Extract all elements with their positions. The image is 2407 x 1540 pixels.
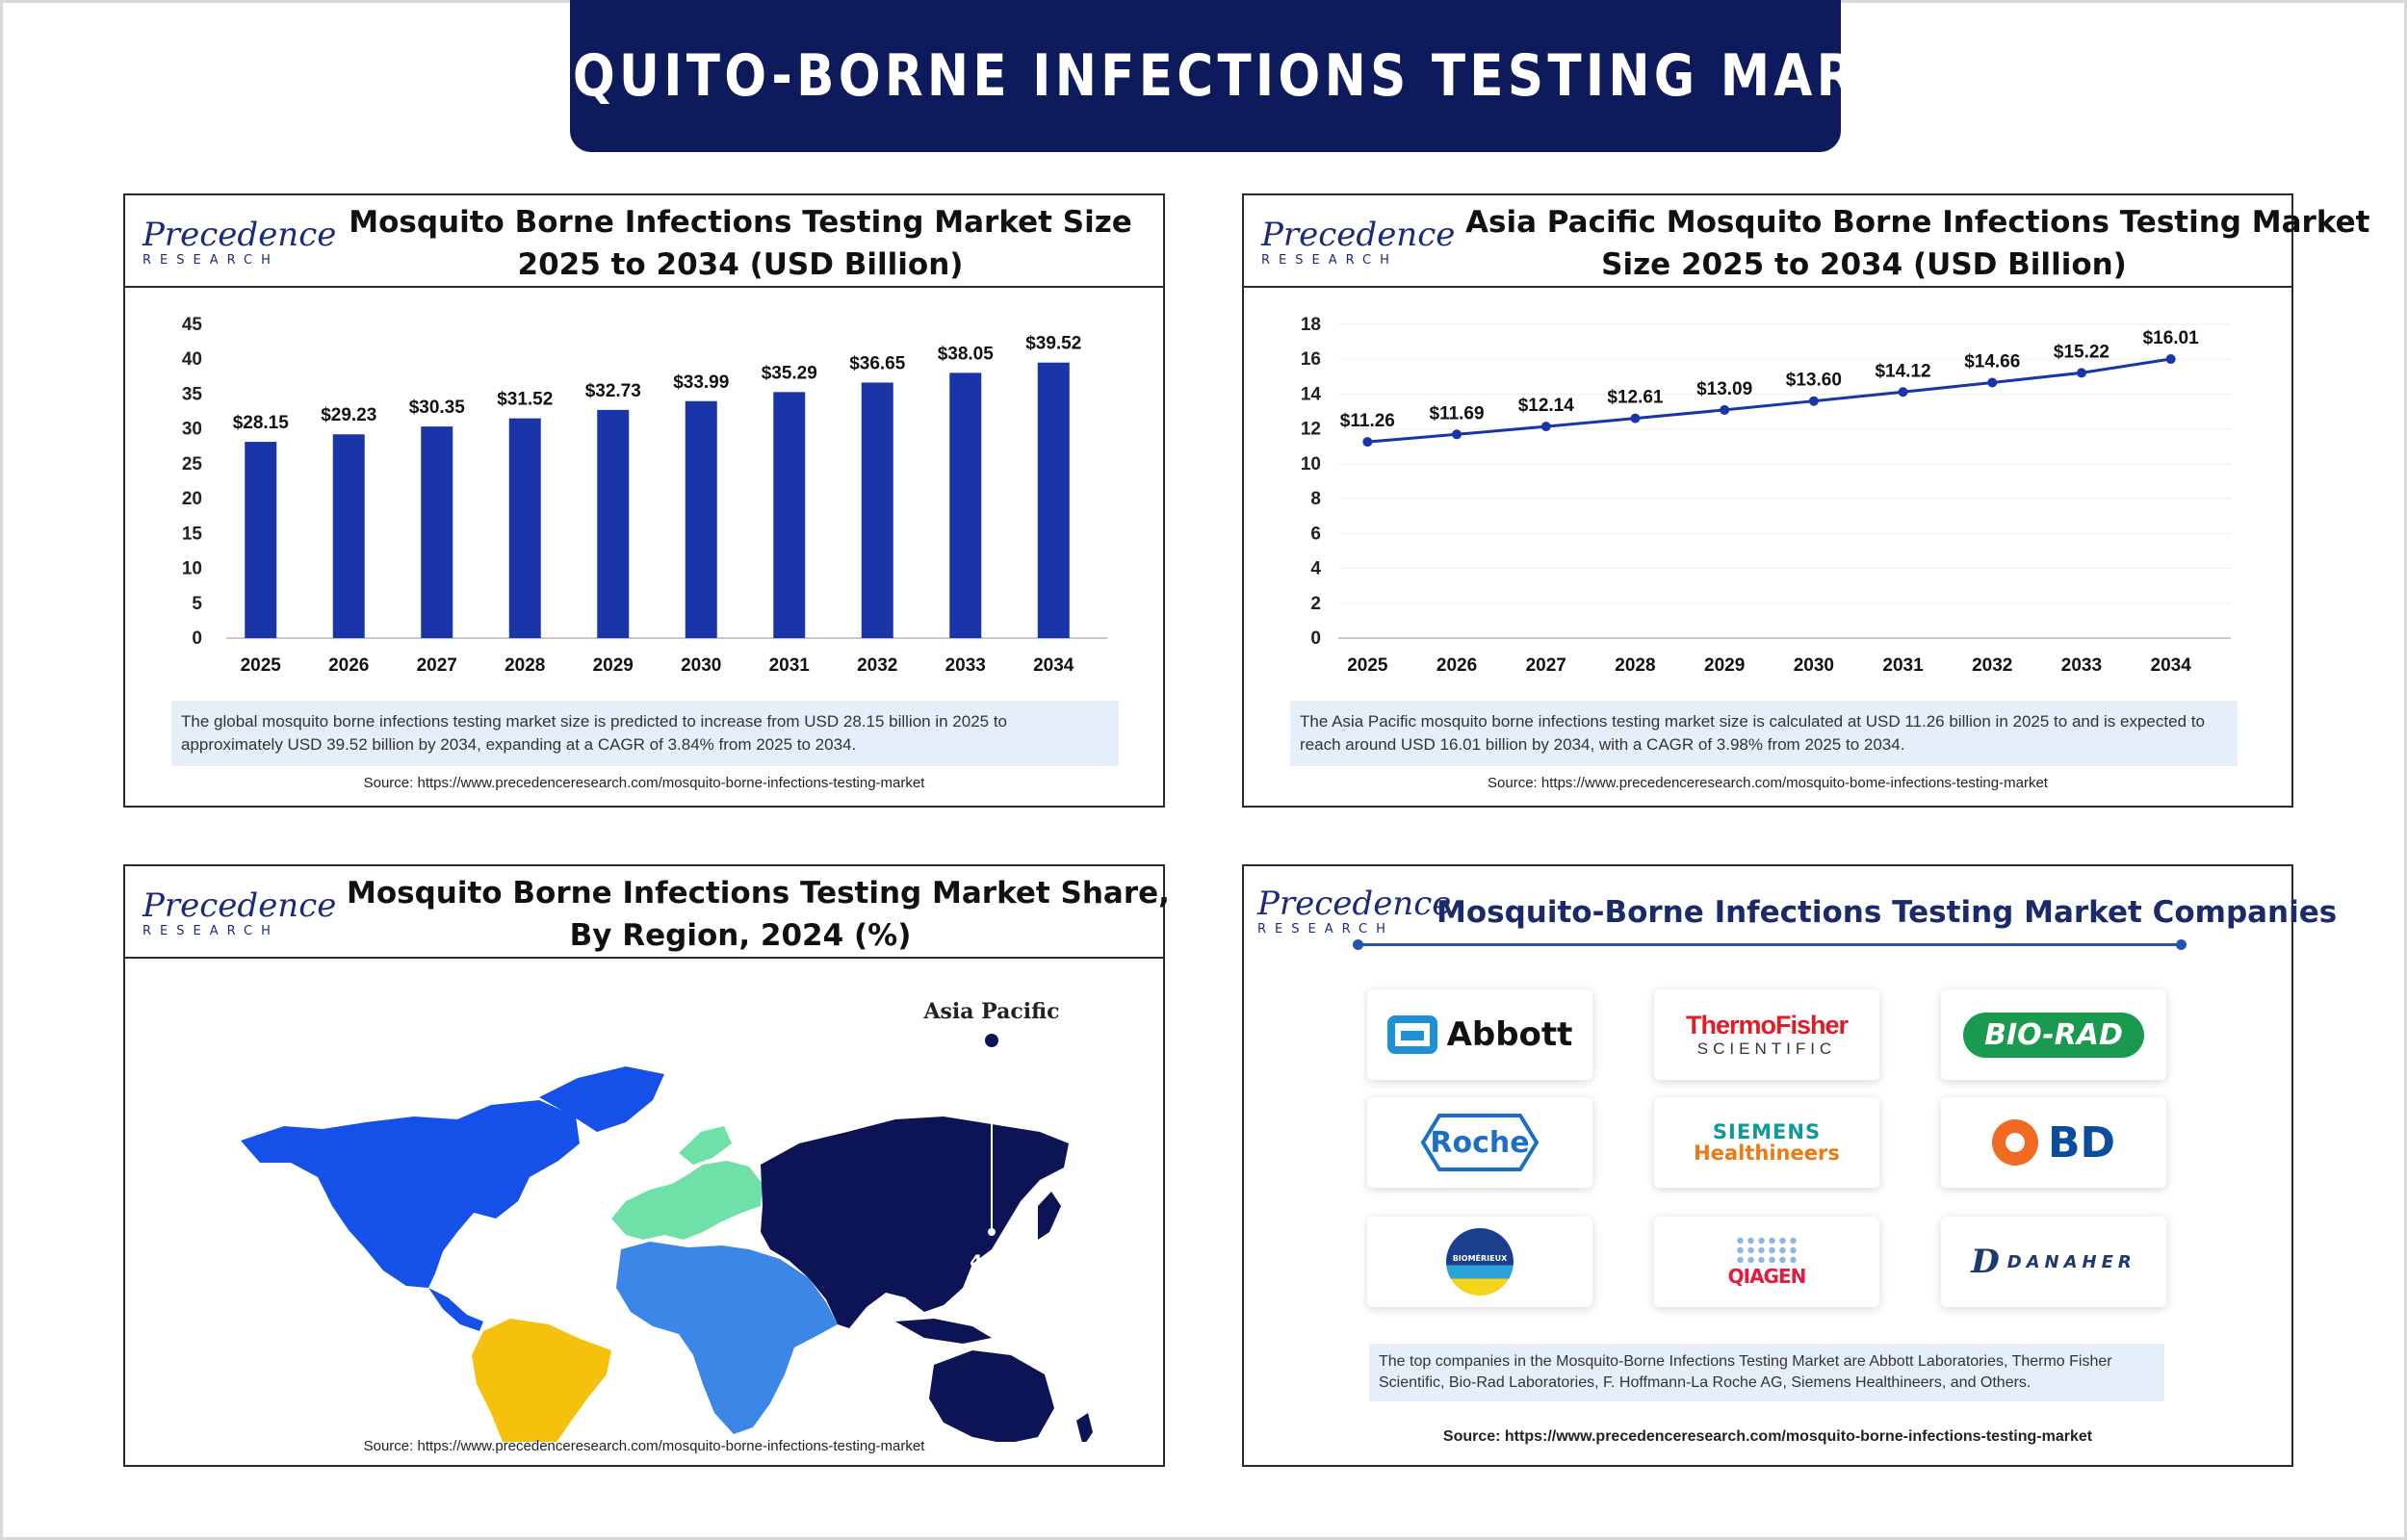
line-point	[1987, 377, 1997, 387]
bar	[1038, 363, 1070, 638]
precedence-logo: Precedence RESEARCH	[142, 886, 337, 938]
x-tick-label: 2032	[857, 655, 898, 676]
y-tick-label: 10	[1300, 453, 1321, 475]
callout-dot-lower	[988, 1228, 996, 1236]
y-tick-label: 0	[1310, 629, 1321, 649]
bar-value-label: $35.29	[761, 363, 817, 384]
y-tick-label: 4	[1310, 558, 1321, 579]
point-value-label: $12.61	[1607, 387, 1664, 408]
x-tick-label: 2026	[1436, 655, 1478, 676]
x-tick-label: 2030	[1793, 655, 1834, 676]
precedence-logo: Precedence RESEARCH	[1261, 216, 1456, 268]
x-tick-label: 2033	[945, 655, 986, 676]
panel-header	[125, 195, 1163, 288]
x-tick-label: 2029	[592, 655, 634, 676]
y-tick-label: 5	[192, 593, 202, 614]
y-tick-label: 45	[181, 315, 202, 335]
bar-value-label: $30.35	[408, 398, 465, 419]
region-australia	[929, 1350, 1054, 1442]
line-chart	[1244, 290, 2295, 771]
x-tick-label: 2034	[2150, 655, 2191, 676]
bar-chart	[125, 290, 1167, 771]
chart-description: The global mosquito borne infections testing market size is predicted to increase from USD 28.15 billion in 2025 to approximately USD 39.52 billion by 2034, expanding at a CAGR of 3.84% from 2025 to 2034.	[171, 701, 1119, 766]
y-tick-label: 40	[181, 349, 202, 371]
panel-header	[1244, 195, 2370, 288]
point-value-label: $12.14	[1517, 396, 1574, 417]
logo-roche: Roche	[1367, 1097, 1592, 1188]
logo-qiagen: QIAGEN	[1654, 1217, 1879, 1307]
logo-thermo-fisher: ThermoFisher SCIENTIFIC	[1654, 989, 1879, 1080]
world-map	[125, 961, 1167, 1442]
precedence-logo: Precedence RESEARCH	[142, 216, 337, 268]
market-size-panel	[123, 193, 1165, 808]
companies-description: The top companies in the Mosquito-Borne Infections Testing Market are Abbott Laboratories, Thermo Fisher Scientific, Bio-Rad Laboratories, F. Hoffmann-La Roche AG, Siemens Healthineers, and Others.	[1369, 1344, 2164, 1401]
logo-bio-rad: BIO-RAD	[1941, 989, 2166, 1080]
x-tick-label: 2028	[1615, 655, 1656, 676]
y-tick-label: 30	[181, 419, 202, 440]
point-value-label: $16.01	[2142, 328, 2199, 349]
asia-pacific-panel	[1242, 193, 2370, 808]
bar	[686, 401, 717, 638]
y-tick-label: 16	[1300, 349, 1321, 371]
x-tick-label: 2028	[505, 655, 546, 676]
companies-title: Mosquito-Borne Infections Testing Market Companies	[1436, 895, 2338, 930]
bar	[597, 410, 629, 638]
y-tick-label: 15	[181, 524, 202, 545]
y-tick-label: 25	[181, 453, 202, 475]
callout-dot	[985, 1034, 998, 1047]
bar-value-label: $31.52	[497, 389, 554, 410]
abbott-icon	[1387, 1015, 1437, 1054]
region-south-america	[472, 1319, 611, 1442]
logo-siemens-healthineers: SIEMENS Healthineers	[1654, 1097, 1879, 1188]
callout-label: Asia Pacific	[923, 999, 1060, 1024]
bar-value-label: $29.23	[321, 405, 377, 426]
y-tick-label: 8	[1310, 489, 1321, 510]
bar	[862, 382, 893, 638]
bar	[949, 372, 981, 638]
bar-value-label: $38.05	[937, 344, 994, 365]
y-tick-label: 14	[1300, 384, 1321, 405]
bar	[245, 442, 276, 638]
panel-title: Mosquito Borne Infections Testing Market Share, By Region, 2024 (%)	[347, 876, 1170, 953]
bar-value-label: $32.73	[584, 380, 641, 401]
logo-danaher: D DANAHER	[1941, 1217, 2166, 1307]
y-tick-label: 6	[1310, 524, 1321, 545]
y-tick-label: 0	[192, 629, 202, 649]
point-value-label: $15.22	[2053, 342, 2110, 363]
region-share-panel	[123, 864, 1170, 1467]
x-tick-label: 2031	[768, 655, 810, 676]
y-tick-label: 20	[181, 489, 202, 510]
point-value-label: $14.12	[1875, 361, 1931, 382]
companies-source: Source: https://www.precedenceresearch.com/mosquito-borne-infections-testing-market	[1442, 1428, 2093, 1445]
y-tick-label: 2	[1310, 593, 1321, 614]
point-value-label: $11.26	[1339, 411, 1395, 432]
y-tick-label: 10	[181, 558, 202, 579]
companies-panel	[1242, 864, 2338, 1467]
panel-title: Asia Pacific Mosquito Borne Infections Testing Market Size 2025 to 2034 (USD Billion)	[1465, 205, 2370, 282]
panel-title: Mosquito Borne Infections Testing Market Size 2025 to 2034 (USD Billion)	[349, 205, 1132, 282]
line-point	[1630, 414, 1640, 424]
x-tick-label: 2033	[2060, 655, 2103, 676]
y-tick-label: 18	[1300, 315, 1321, 335]
y-tick-label: 12	[1300, 419, 1321, 440]
bar	[421, 426, 453, 638]
line-point	[1541, 422, 1551, 431]
region-europe	[611, 1161, 763, 1240]
point-value-label: $11.69	[1429, 403, 1485, 424]
x-tick-label: 2029	[1704, 655, 1746, 676]
x-tick-label: 2030	[681, 655, 722, 676]
x-tick-label: 2026	[328, 655, 370, 676]
map-source: Source: https://www.precedenceresearch.com/mosquito-borne-infections-testing-market	[363, 1438, 925, 1454]
point-value-label: $13.09	[1696, 378, 1753, 399]
line-point	[1809, 397, 1819, 406]
region-japan	[1038, 1192, 1061, 1240]
region-indonesia	[895, 1319, 992, 1344]
point-value-label: $13.60	[1785, 370, 1842, 391]
line-point	[1362, 437, 1372, 447]
chart-source: Source: https://www.precedenceresearch.com/mosquito-bome-infections-testing-market	[1488, 775, 2048, 791]
chart-description: The Asia Pacific mosquito borne infections testing market size is calculated at USD 11.26 billion in 2025 to and is expected to reach around USD 16.01 billion by 2034, with a CAGR of 3.98% from 2025 to 2034.	[1290, 701, 2238, 766]
logo-biomerieux: BIOMÉRIEUX	[1367, 1217, 1592, 1307]
bar	[509, 419, 541, 638]
chart-source: Source: https://www.precedenceresearch.com/mosquito-borne-infections-testing-market	[363, 775, 925, 791]
bar	[333, 434, 365, 638]
region-scandinavia	[679, 1126, 732, 1165]
bar-value-label: $39.52	[1025, 333, 1082, 354]
x-tick-label: 2031	[1882, 655, 1924, 676]
bar-value-label: $33.99	[673, 372, 730, 393]
bar	[773, 392, 805, 638]
bd-sun-icon	[1992, 1119, 2038, 1166]
bar-value-label: $28.15	[232, 413, 289, 434]
line-point	[2166, 354, 2176, 364]
panel-header	[125, 866, 1170, 959]
banner-title: MOSQUITO-BORNE INFECTIONS TESTING MARKET	[432, 42, 1979, 110]
line-point	[1899, 387, 1908, 397]
x-tick-label: 2027	[1525, 655, 1566, 676]
title-underline	[1358, 943, 2182, 946]
y-tick-label: 35	[181, 384, 202, 405]
line-point	[1720, 405, 1729, 415]
x-tick-label: 2034	[1033, 655, 1074, 676]
logo-abbott: Abbott	[1367, 989, 1592, 1080]
x-tick-label: 2025	[240, 655, 281, 676]
region-north-america	[241, 1100, 580, 1288]
x-tick-label: 2032	[1972, 655, 2013, 676]
callout-value: 40%	[970, 1251, 1014, 1272]
point-value-label: $14.66	[1964, 351, 2021, 372]
banner	[432, 0, 1979, 152]
precedence-logo: Precedence RESEARCH	[1257, 885, 1452, 937]
line-point	[2077, 368, 2086, 377]
x-tick-label: 2027	[416, 655, 457, 676]
line-point	[1452, 429, 1462, 439]
qiagen-dots-icon	[1735, 1236, 1799, 1265]
region-central-america	[428, 1288, 483, 1331]
x-tick-label: 2025	[1347, 655, 1388, 676]
logo-bd: BD	[1941, 1097, 2166, 1188]
bar-value-label: $36.65	[849, 353, 906, 374]
